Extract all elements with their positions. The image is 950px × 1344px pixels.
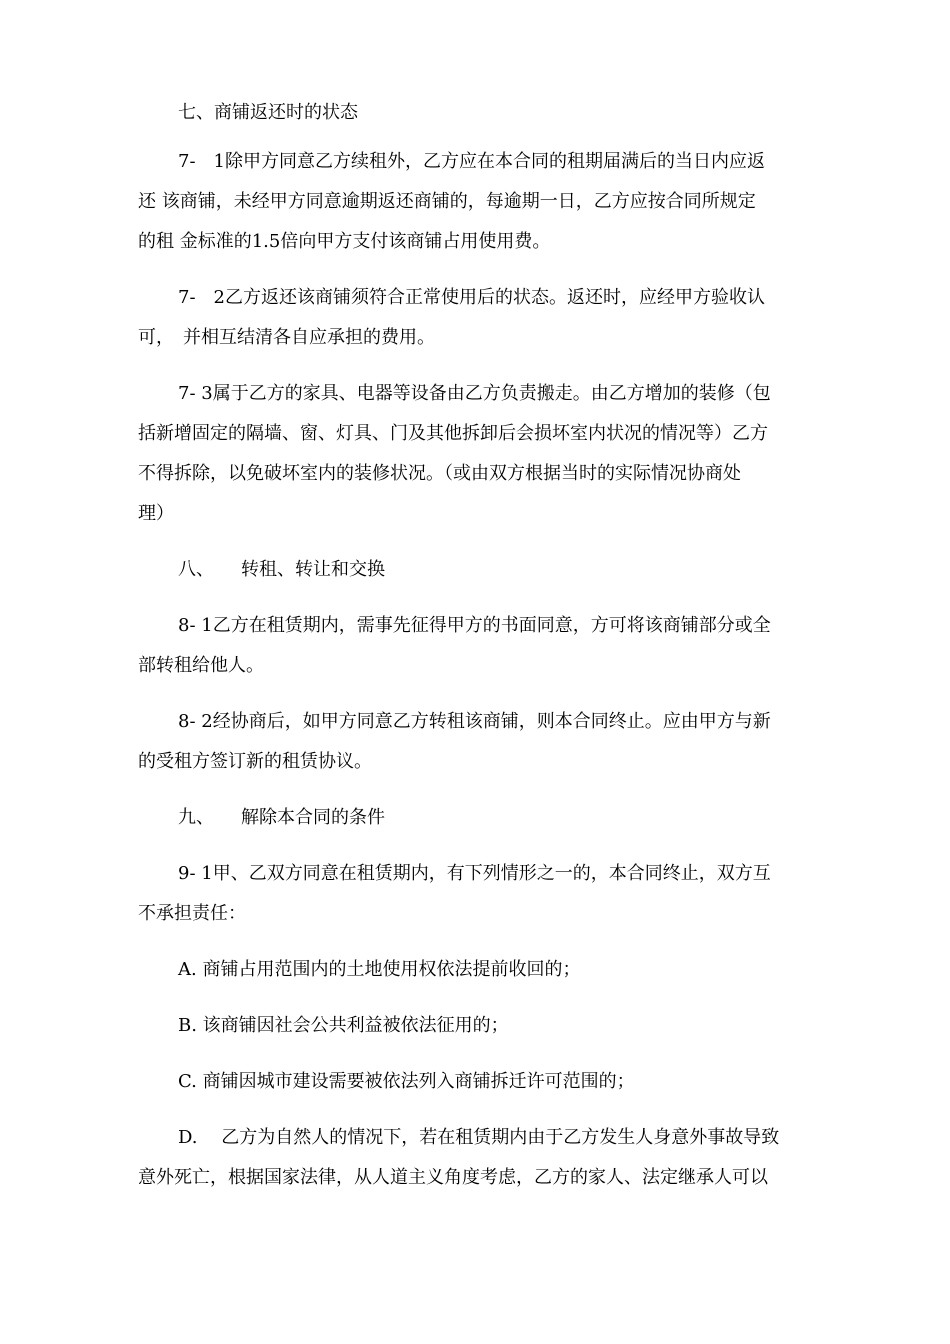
clause-7-3-line-1: 7- 3属于乙方的家具、电器等设备由乙方负责搬走。由乙方增加的装修（包: [178, 383, 771, 404]
item-d-line-2: 意外死亡，根据国家法律，从人道主义角度考虑，乙方的家人、法定继承人可以: [138, 1167, 768, 1188]
section-heading-7: 七、商铺返还时的状态: [178, 102, 358, 123]
clause-7-2-line-2: 可， 并相互结清各自应承担的费用。: [138, 327, 435, 348]
section-heading-9: 九、 解除本合同的条件: [178, 807, 385, 828]
clause-7-3-line-4: 理）: [138, 503, 174, 524]
clause-7-1-line-1: 7- 1除甲方同意乙方续租外，乙方应在本合同的租期届满后的当日内应返: [178, 151, 765, 172]
section-heading-8: 八、 转租、转让和交换: [178, 559, 385, 580]
item-d-line-1: D. 乙方为自然人的情况下，若在租赁期内由于乙方发生人身意外事故导致: [178, 1127, 780, 1148]
clause-9-1-line-1: 9- 1甲、乙双方同意在租赁期内，有下列情形之一的，本合同终止，双方互: [178, 863, 771, 884]
clause-7-1-line-2: 还 该商铺，未经甲方同意逾期返还商铺的，每逾期一日，乙方应按合同所规定: [138, 191, 756, 212]
clause-7-1-line-3: 的租 金标准的1.5倍向甲方支付该商铺占用使用费。: [138, 231, 551, 252]
item-a: A. 商铺占用范围内的土地使用权依法提前收回的；: [178, 959, 581, 980]
item-c: C. 商铺因城市建设需要被依法列入商铺拆迁许可范围的；: [178, 1071, 635, 1092]
clause-8-2-line-1: 8- 2经协商后，如甲方同意乙方转租该商铺，则本合同终止。应由甲方与新: [178, 711, 771, 732]
clause-8-1-line-1: 8- 1乙方在租赁期内，需事先征得甲方的书面同意，方可将该商铺部分或全: [178, 615, 771, 636]
clause-8-2-line-2: 的受租方签订新的租赁协议。: [138, 751, 372, 772]
clause-7-3-line-3: 不得拆除，以免破坏室内的装修状况。（或由双方根据当时的实际情况协商处: [138, 463, 741, 484]
item-b: B. 该商铺因社会公共利益被依法征用的；: [178, 1015, 509, 1036]
clause-7-2-line-1: 7- 2乙方返还该商铺须符合正常使用后的状态。返还时，应经甲方验收认: [178, 287, 765, 308]
clause-7-3-line-2: 括新增固定的隔墙、窗、灯具、门及其他拆卸后会损坏室内状况的情况等）乙方: [138, 423, 768, 444]
clause-9-1-line-2: 不承担责任：: [138, 903, 246, 924]
clause-8-1-line-2: 部转租给他人。: [138, 655, 264, 676]
